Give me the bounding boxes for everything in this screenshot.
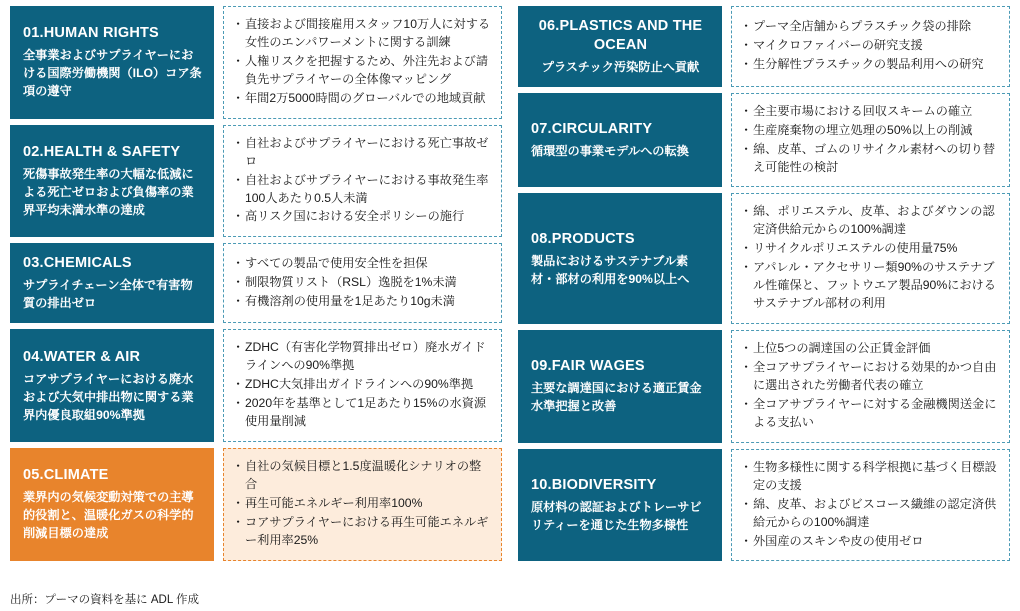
goal-title-box xyxy=(10,6,214,119)
list-item: ・ 外国産のスキンや皮の使用ゼロ xyxy=(741,533,999,551)
list-item: ・ 全コアサプライヤーにおける効果的かつ自由に選出された労働者代表の確立 xyxy=(741,359,999,395)
list-item: ・ 綿、皮革、ゴムのリサイクル素材への切り替え可能性の検討 xyxy=(741,141,999,177)
goal-points-list xyxy=(233,16,491,109)
list-item: ・ 生産廃棄物の埋立処理の50%以上の削減 xyxy=(741,122,999,140)
goal-heading: 01.HUMAN RIGHTS xyxy=(23,25,159,42)
goal-points-list xyxy=(741,340,999,433)
goal-points-box xyxy=(223,329,502,442)
list-item: ・ 直接および間接雇用スタッフ10万人に対する女性のエンパワーメントに関する訓練 xyxy=(233,16,491,52)
goal-points-list xyxy=(233,458,491,551)
two-column-grid xyxy=(10,6,1010,567)
goal-row-highlight xyxy=(10,448,502,561)
goal-title-box xyxy=(518,193,722,324)
goal-heading: 06.PLASTICS AND THE OCEAN xyxy=(538,18,703,53)
goal-subtitle: サプライチェーン全体で有害物質の排出ゼロ xyxy=(23,278,193,311)
goal-points-box xyxy=(223,6,502,119)
list-item: ・ リサイクルポリエステルの使用量75% xyxy=(741,240,999,258)
goal-row xyxy=(10,6,502,119)
goal-subtitle: プラスチック汚染防止へ貢献 xyxy=(541,59,700,74)
goal-points-list xyxy=(741,103,999,178)
goal-title-box xyxy=(518,6,722,87)
list-item: ・ 高リスク国における安全ポリシーの施行 xyxy=(233,208,491,226)
goal-subtitle: 死傷事故発生率の大幅な低減による死亡ゼロおよび負傷率の業界平均未満水準の達成 xyxy=(23,166,194,217)
goal-points-list xyxy=(233,255,491,312)
list-item: ・ 2020年を基準として1足あたり15%の水資源使用量削減 xyxy=(233,395,491,431)
list-item: ・ 有機溶剤の使用量を1足あたり10g未満 xyxy=(233,293,491,311)
list-item: ・ 人権リスクを把握するため、外注先および請負先サプライヤーの全体像マッピング xyxy=(233,53,491,89)
goal-title-box xyxy=(518,330,722,443)
goal-subtitle: 循環型の事業モデルへの転換 xyxy=(531,144,689,158)
goal-points-list xyxy=(741,203,999,314)
goal-title-box xyxy=(10,448,214,561)
goal-row xyxy=(10,125,502,238)
goal-points-box xyxy=(223,243,502,323)
goal-points-list xyxy=(233,339,491,432)
goal-row xyxy=(10,329,502,442)
list-item: ・ ZDHC（有害化学物質排出ゼロ）廃水ガイドラインへの90%準拠 xyxy=(233,339,491,375)
source-note: 出所：プーマの資料を基に ADL 作成 xyxy=(10,594,199,606)
goal-title-box xyxy=(10,329,214,442)
goal-points-box xyxy=(731,330,1010,443)
goal-points-box xyxy=(731,193,1010,324)
list-item: ・ 自社の気候目標と1.5度温暖化シナリオの整合 xyxy=(233,458,491,494)
list-item: ・ 生物多様性に関する科学根拠に基づく目標設定の支援 xyxy=(741,459,999,495)
goal-title-box xyxy=(10,125,214,238)
goal-row xyxy=(518,449,1010,562)
list-item: ・ コアサプライヤーにおける再生可能エネルギー利用率25% xyxy=(233,514,491,550)
goal-heading: 03.CHEMICALS xyxy=(23,255,132,272)
goal-points-box xyxy=(223,125,502,238)
list-item: ・ 制限物質リスト（RSL）逸脱を1%未満 xyxy=(233,274,491,292)
goal-heading: 02.HEALTH & SAFETY xyxy=(23,144,181,161)
goal-row xyxy=(518,6,1010,87)
list-item: ・ すべての製品で使用安全性を担保 xyxy=(233,255,491,273)
goal-points-box xyxy=(223,448,502,561)
list-item: ・ 自社およびサプライヤーにおける死亡事故ゼロ xyxy=(233,135,491,171)
list-item: ・ 綿、皮革、およびビスコース繊維の認定済供給元からの100%調達 xyxy=(741,496,999,532)
list-item: ・ プーマ全店舗からプラスチック袋の排除 xyxy=(741,18,999,36)
list-item: ・ 生分解性プラスチックの製品利用への研究 xyxy=(741,56,999,74)
list-item: ・ 全主要市場における回収スキームの確立 xyxy=(741,103,999,121)
goal-points-box xyxy=(731,93,1010,188)
goal-points-box xyxy=(731,6,1010,87)
goal-heading: 09.FAIR WAGES xyxy=(531,358,645,375)
goal-heading: 07.CIRCULARITY xyxy=(531,121,653,138)
list-item: ・ 綿、ポリエステル、皮革、およびダウンの認定済供給元からの100%調達 xyxy=(741,203,999,239)
goal-subtitle: 主要な調達国における適正賃金水準把握と改善 xyxy=(531,381,702,414)
goal-points-box xyxy=(731,449,1010,562)
right-column xyxy=(518,6,1010,567)
goal-title-box xyxy=(10,243,214,323)
goal-heading: 08.PRODUCTS xyxy=(531,230,635,247)
goal-points-list xyxy=(233,135,491,228)
list-item: ・ アパレル・アクセサリー類90%のサステナブル性確保と、フットウエア製品90%におけるサステナブル部材の利用 xyxy=(741,259,999,313)
left-column xyxy=(10,6,502,567)
goal-row xyxy=(518,193,1010,324)
goal-heading: 04.WATER & AIR xyxy=(23,348,141,365)
goal-row xyxy=(10,243,502,323)
list-item: ・ 再生可能エネルギー利用率100% xyxy=(233,495,491,513)
goal-subtitle: 全事業およびサプライヤーにおける国際労働機関（ILO）コア条項の遵守 xyxy=(23,48,202,99)
goal-subtitle: 業界内の気候変動対策での主導的役割と、温暖化ガスの科学的削減目標の達成 xyxy=(23,490,194,541)
goal-row xyxy=(518,330,1010,443)
list-item: ・ ZDHC大気排出ガイドラインへの90%準拠 xyxy=(233,376,491,394)
goal-subtitle: 原材料の認証およびトレーサビリティーを通じた生物多様性 xyxy=(531,500,702,533)
goal-title-box xyxy=(518,93,722,188)
list-item: ・ 自社およびサプライヤーにおける事故発生率100人あたり0.5人未満 xyxy=(233,172,491,208)
goal-points-list xyxy=(741,18,999,75)
list-item: ・ マイクロファイバーの研究支援 xyxy=(741,37,999,55)
goal-points-list xyxy=(741,459,999,552)
goal-title-box xyxy=(518,449,722,562)
goal-subtitle: 製品におけるサステナブル素材・部材の利用を90%以上へ xyxy=(531,253,690,286)
list-item: ・ 全コアサプライヤーに対する金融機関送金による支払い xyxy=(741,396,999,432)
list-item: ・ 年間2万5000時間のグローバルでの地域貢献 xyxy=(233,90,491,108)
goal-heading: 05.CLIMATE xyxy=(23,467,109,484)
goal-row xyxy=(518,93,1010,188)
list-item: ・ 上位5つの調達国の公正賃金評価 xyxy=(741,340,999,358)
goal-subtitle: コアサプライヤーにおける廃水および大気中排出物に関する業界内優良取組90%準拠 xyxy=(23,371,194,422)
goal-heading: 10.BIODIVERSITY xyxy=(531,477,657,494)
